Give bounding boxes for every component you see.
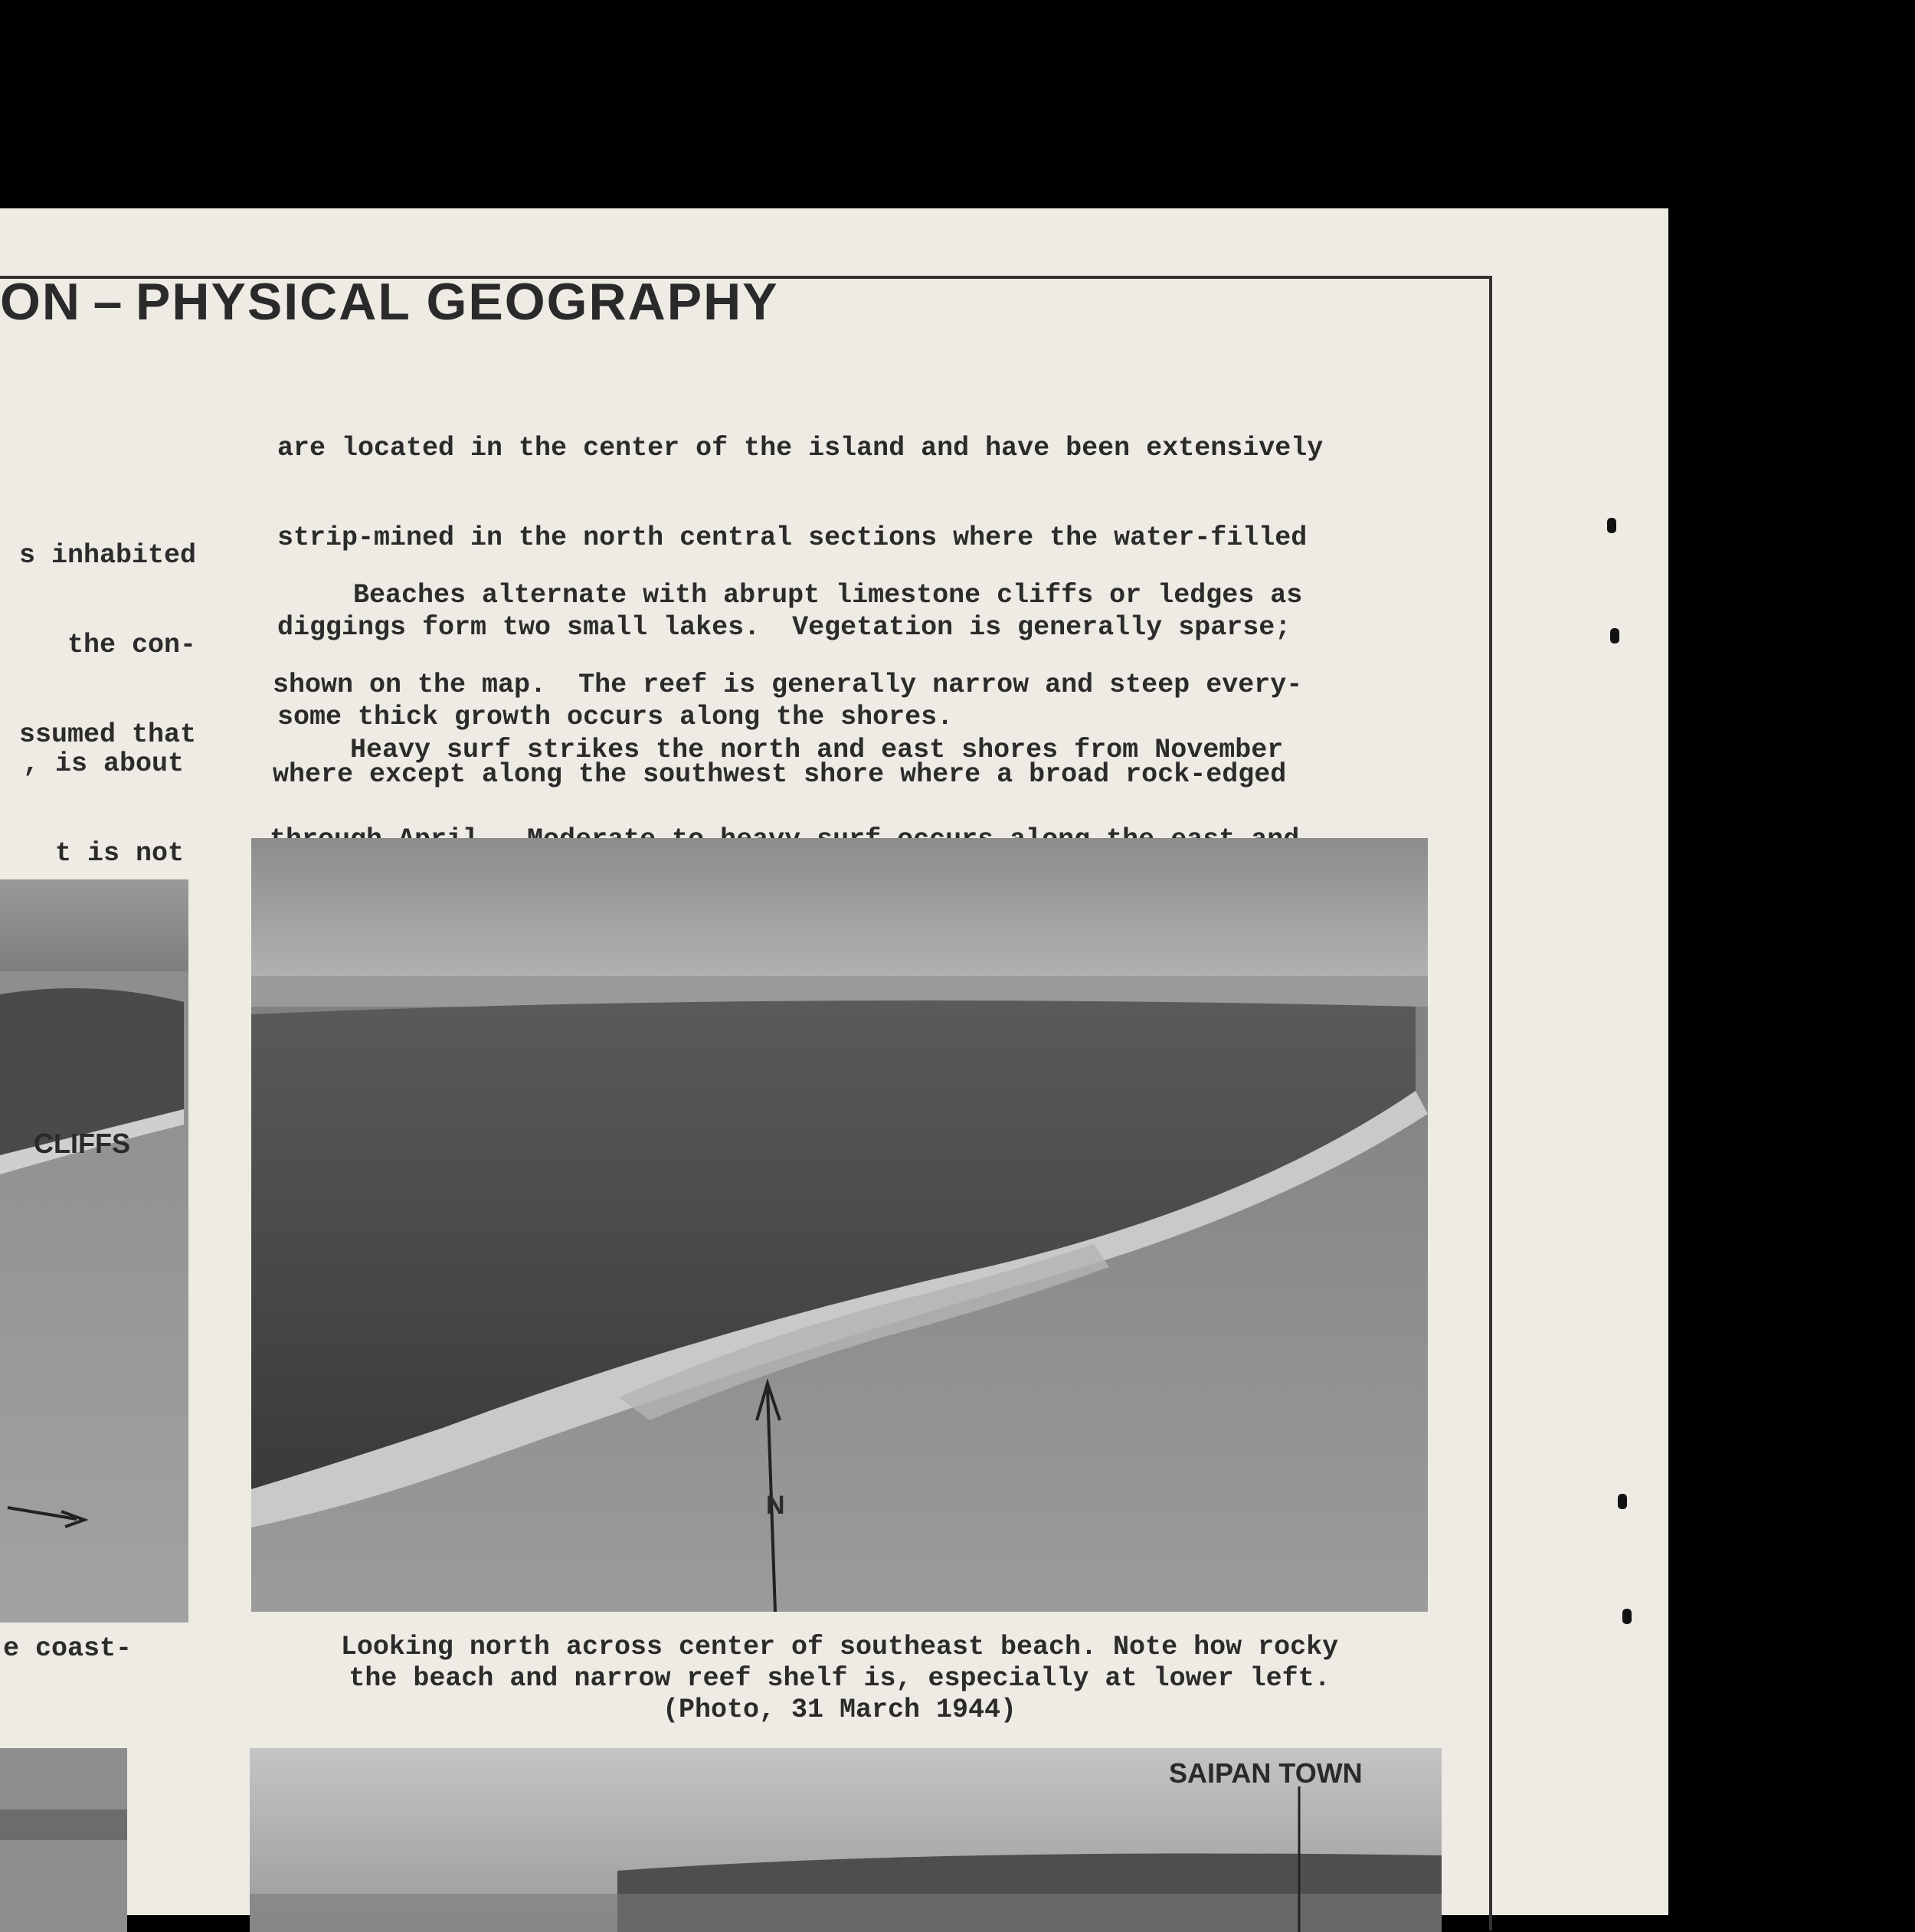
section-heading: ON – PHYSICAL GEOGRAPHY	[0, 273, 779, 331]
text-line: diggings form two small lakes. Vegetation is generally sparse;	[277, 612, 1291, 643]
cliffs-photo	[0, 879, 188, 1623]
photo-caption	[250, 1632, 1429, 1726]
southeast-beach-photo	[251, 838, 1428, 1612]
southeast-beach-photo-image	[251, 838, 1428, 1612]
text-line: where except along the southwest shore where a broad rock-edged	[273, 759, 1287, 790]
punch-hole	[1618, 1494, 1627, 1509]
text-line: the con-	[51, 630, 196, 660]
north-arrow-label: N	[766, 1491, 785, 1520]
saipan-town-label: SAIPAN TOWN	[1169, 1757, 1363, 1789]
text-line: are located in the center of the island and have been extensively	[277, 433, 1324, 463]
text-line: , is about	[22, 748, 184, 779]
text-line: some thick growth occurs along the shores.	[277, 702, 954, 732]
text-line: ssumed that	[18, 719, 196, 750]
punch-hole	[1607, 518, 1616, 533]
caption-line: Looking north across center of southeast beach. Note how rocky	[340, 1632, 1339, 1662]
caption-line: the beach and narrow reef shelf is, especially at lower left.	[349, 1663, 1331, 1694]
bottom-left-photo	[0, 1748, 127, 1932]
punch-hole	[1610, 628, 1619, 643]
caption-line: (Photo, 31 March 1944)	[662, 1695, 1017, 1725]
cliffs-label: CLIFFS	[34, 1128, 130, 1159]
text-line: t is not	[54, 838, 184, 869]
text-line: s inhabited	[18, 540, 196, 571]
text-line: Heavy surf strikes the north and east shores from November	[270, 735, 1284, 765]
cliffs-photo-image	[0, 879, 188, 1623]
punch-hole	[1622, 1609, 1632, 1624]
left-photo-caption: e coast-	[2, 1633, 132, 1664]
text-line: Beaches alternate with abrupt limestone cliffs or ledges as	[273, 580, 1303, 611]
text-line: strip-mined in the north central sections where the water-filled	[277, 522, 1308, 553]
text-line: shown on the map. The reef is generally narrow and steep every-	[273, 670, 1303, 700]
bottom-left-photo-image	[0, 1748, 127, 1932]
